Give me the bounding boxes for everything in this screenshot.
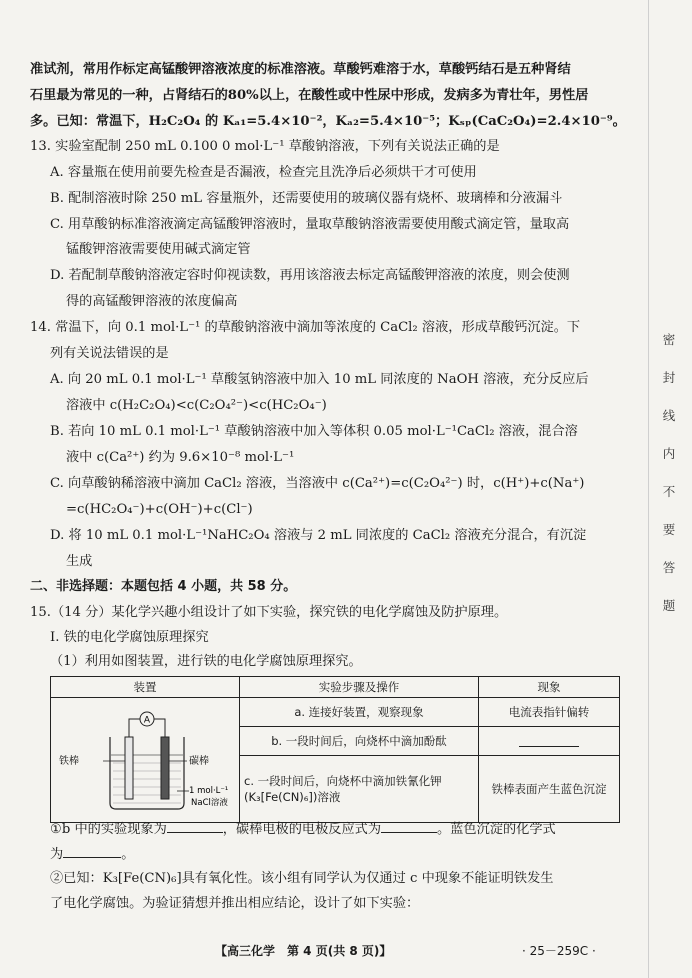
q13-option-c-cont: 锰酸钾溶液需要使用碱式滴定管 — [66, 242, 251, 257]
step-a: a. 连接好装置，观察现象 — [240, 698, 479, 727]
step-b: b. 一段时间后，向烧杯中滴加酚酞 — [240, 727, 479, 756]
seal-char: 要 — [662, 522, 676, 537]
footer-page-info: 【高三化学 第 4 页(共 8 页)】 — [215, 944, 392, 958]
seal-char: 线 — [662, 408, 676, 423]
seal-char: 答 — [662, 560, 676, 575]
step-c-line1: c. 一段时间后，向烧杯中滴加铁氰化钾 — [244, 774, 442, 789]
seal-line-notice — [657, 330, 681, 634]
solution-hatch — [113, 763, 181, 803]
q14-option-b-cont: 液中 c(Ca²⁺) 约为 9.6×10⁻⁸ mol·L⁻¹ — [66, 450, 295, 465]
carbon-rod — [161, 737, 169, 799]
iron-label: 铁棒 — [59, 755, 79, 767]
binding-edge-line — [648, 0, 649, 978]
q14-option-b: B. 若向 10 mL 0.1 mol·L⁻¹ 草酸钠溶液中加入等体积 0.05 mol·L⁻¹CaCl₂ 溶液，混合溶 — [50, 424, 578, 439]
q13-option-d: D. 若配制草酸钠溶液定容时仰视读数，再用该溶液去标定高锰酸钾溶液的浓度，则会使测 — [50, 268, 570, 283]
q13-option-b: B. 配制溶液时除 250 mL 容量瓶外，还需要使用的玻璃仪器有烧杯、玻璃棒和分液漏斗 — [50, 191, 563, 206]
obs-c: 铁棒表面产生蓝色沉淀 — [479, 756, 620, 823]
q13-option-d-cont: 得的高锰酸钾溶液的浓度偏高 — [66, 294, 238, 309]
q14-option-a: A. 向 20 mL 0.1 mol·L⁻¹ 草酸氢钠溶液中加入 10 mL 同浓度的 NaOH 溶液，充分反应后 — [50, 372, 589, 387]
section-heading: 二、非选择题：本题包括 4 小题，共 58 分。 — [30, 579, 297, 594]
q14-option-c: C. 向草酸钠稀溶液中滴加 CaCl₂ 溶液，当溶液中 c(Ca²⁺)=c(C₂O₄²⁻) 时，c(H⁺)+c(Na⁺) — [50, 476, 585, 491]
beaker-outline — [110, 737, 184, 809]
carbon-label: 碳棒 — [189, 755, 209, 767]
intro-line: 准试剂，常用作标定高锰酸钾溶液浓度的标准溶液。草酸钙难溶于水，草酸钙结石是五种肾结 — [30, 62, 571, 77]
footer-code: · 25－259C · — [522, 944, 596, 958]
obs-b — [479, 727, 620, 756]
q15-question-2: ②已知：K₃[Fe(CN)₆]具有氧化性。该小组有同学认为仅通过 c 中现象不能证明铁发生 — [50, 871, 554, 886]
intro-line: 石里最为常见的一种，占肾结石的80%以上，在酸性或中性尿中形成，发病多为青壮年，男性居 — [30, 88, 589, 103]
answer-blank-1[interactable] — [167, 818, 223, 833]
solution-conc-label: 1 mol·L⁻¹ — [189, 785, 229, 796]
header-phenomenon: 现象 — [479, 677, 620, 698]
q14-option-c-cont: =c(HC₂O₄⁻)+c(OH⁻)+c(Cl⁻) — [66, 502, 253, 517]
q15-question-1-cont: 为 。 — [50, 843, 134, 865]
experiment-table — [50, 676, 620, 823]
header-apparatus: 装置 — [51, 677, 240, 698]
wire-right — [154, 719, 165, 737]
obs-a: 电流表指针偏转 — [479, 698, 620, 727]
q14-stem-cont: 列有关说法错误的是 — [50, 346, 169, 361]
iron-rod — [125, 737, 133, 799]
ammeter-label: A — [143, 715, 151, 726]
seal-char: 封 — [662, 370, 676, 385]
wire-left — [129, 719, 140, 737]
obs-b-blank[interactable] — [519, 732, 579, 747]
step-c-line2: (K₃[Fe(CN)₆])溶液 — [244, 790, 341, 805]
seal-char: 密 — [662, 332, 676, 347]
solution-label: NaCl溶液 — [191, 797, 228, 808]
q14-option-d: D. 将 10 mL 0.1 mol·L⁻¹NaHC₂O₄ 溶液与 2 mL 同浓度的 CaCl₂ 溶液充分混合，有沉淀 — [50, 528, 587, 543]
q14-option-d-cont: 生成 — [66, 554, 93, 569]
seal-char: 题 — [662, 598, 676, 613]
q13-option-a: A. 容量瓶在使用前要先检查是否漏液，检查完且洗净后必须烘干才可使用 — [50, 165, 477, 180]
q14-option-a-cont: 溶液中 c(H₂C₂O₄)<c(C₂O₄²⁻)<c(HC₂O₄⁻) — [66, 398, 327, 413]
q15-part-heading: Ⅰ. 铁的电化学腐蚀原理探究 — [50, 630, 209, 645]
electrochem-cell-diagram — [55, 703, 235, 815]
q15-question-1: ①b 中的实验现象为 ，碳棒电极的电极反应式为 。蓝色沉淀的化学式 — [50, 818, 556, 840]
seal-char: 内 — [662, 446, 676, 461]
q15-question-2-cont: 了电化学腐蚀。为验证猜想并推出相应结论，设计了如下实验： — [50, 896, 420, 911]
answer-blank-3[interactable] — [63, 843, 121, 858]
q14-stem: 14. 常温下，向 0.1 mol·L⁻¹ 的草酸钠溶液中滴加等浓度的 CaCl₂ 溶液，形成草酸钙沉淀。下 — [30, 320, 581, 335]
seal-char: 不 — [662, 484, 676, 499]
q15-sub-question: （1）利用如图装置，进行铁的电化学腐蚀原理探究。 — [50, 654, 362, 669]
header-steps: 实验步骤及操作 — [240, 677, 479, 698]
intro-line: 多。已知：常温下，H₂C₂O₄ 的 Kₐ₁=5.4×10⁻²，Kₐ₂=5.4×10⁻⁵；Kₛₚ(CaC₂O₄)=2.4×10⁻⁹。 — [30, 114, 626, 129]
apparatus-diagram — [51, 698, 240, 823]
answer-blank-2[interactable] — [381, 818, 437, 833]
q13-stem: 13. 实验室配制 250 mL 0.100 0 mol·L⁻¹ 草酸钠溶液，下列有关说法正确的是 — [30, 139, 500, 154]
q13-option-c: C. 用草酸钠标准溶液滴定高锰酸钾溶液时，量取草酸钠溶液需要使用酸式滴定管，量取高 — [50, 217, 570, 232]
q15-stem: 15.（14 分）某化学兴趣小组设计了如下实验，探究铁的电化学腐蚀及防护原理。 — [30, 605, 508, 620]
step-c — [240, 756, 479, 823]
